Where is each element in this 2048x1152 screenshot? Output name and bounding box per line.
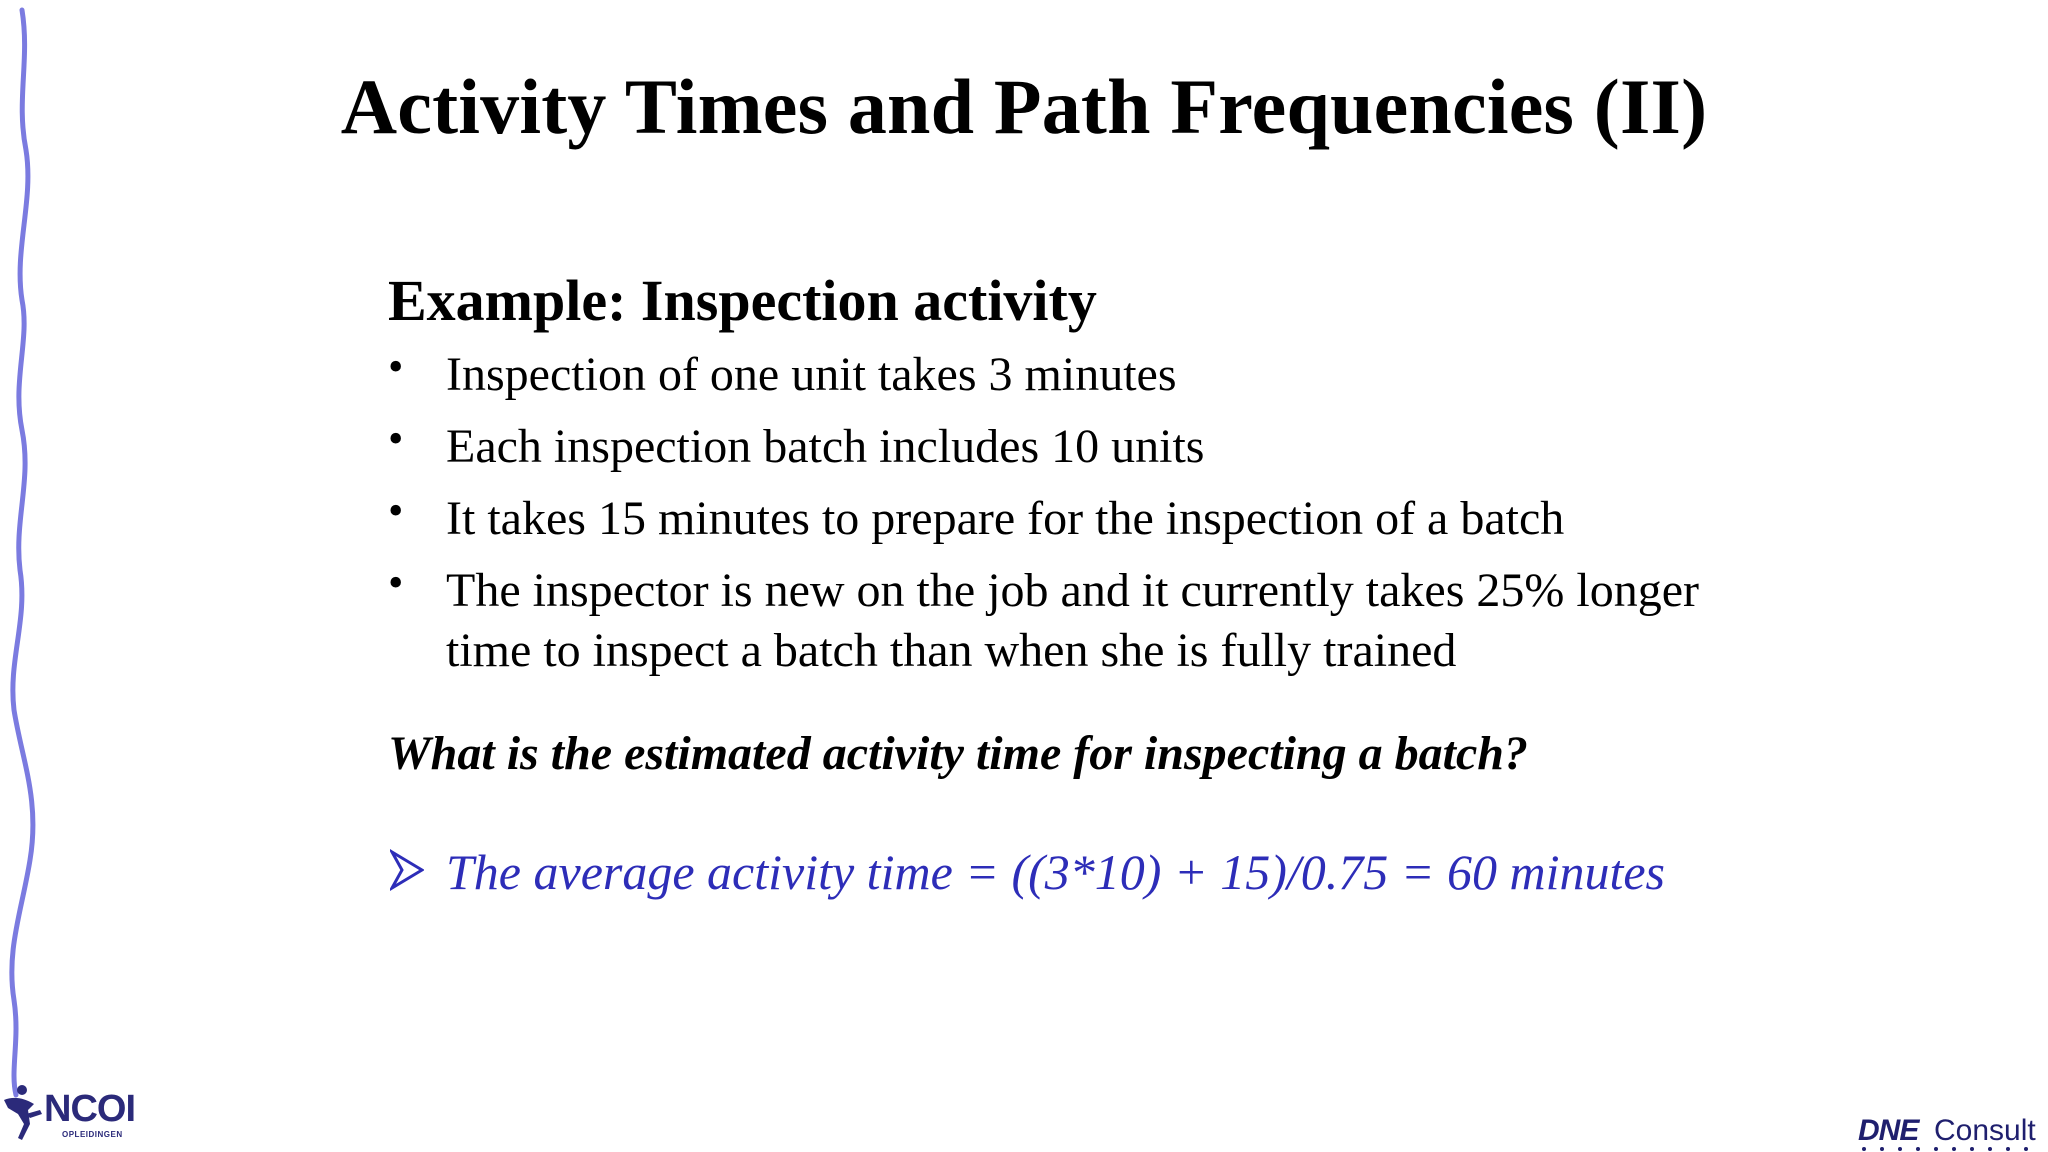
ncoi-logo-text: NCOI — [44, 1088, 135, 1130]
slide-title: Activity Times and Path Frequencies (II) — [340, 63, 1708, 150]
list-item — [388, 485, 1788, 549]
arrow-bullet-icon — [390, 848, 424, 892]
answer-line — [388, 842, 1788, 902]
bullet-list — [388, 341, 1788, 681]
dotted-underline-icon — [1860, 1146, 2040, 1152]
ncoi-figure-icon — [0, 1080, 48, 1150]
bullet-text: Each inspection batch includes 10 units — [446, 419, 1205, 473]
answer-text: The average activity time = ((3*10) + 15)/0.75 = 60 minutes — [446, 844, 1666, 901]
ncoi-logo — [0, 1080, 135, 1150]
bullet-icon: • — [388, 413, 404, 463]
bullet-text: The inspector is new on the job and it currently takes 25% longer time to inspect a batch than when she is fully trained — [446, 563, 1699, 677]
list-item — [388, 341, 1788, 405]
dne-logo-text: Consult — [1934, 1114, 2036, 1147]
bullet-icon: • — [388, 557, 404, 607]
slide-content — [388, 268, 1788, 902]
bullet-text: Inspection of one unit takes 3 minutes — [446, 347, 1177, 401]
question-text: What is the estimated activity time for inspecting a batch? — [388, 726, 1528, 780]
ncoi-logo-subtext: OPLEIDINGEN — [62, 1130, 123, 1139]
bullet-icon: • — [388, 341, 404, 391]
bullet-icon: • — [388, 485, 404, 535]
decorative-wavy-line — [0, 0, 70, 1100]
dne-consult-logo — [1858, 1112, 2048, 1152]
bullet-text: It takes 15 minutes to prepare for the inspection of a batch — [446, 491, 1565, 545]
example-heading: Example: Inspection activity — [388, 268, 1097, 333]
list-item — [388, 413, 1788, 477]
dne-logo-mark: DNE — [1858, 1114, 1919, 1147]
list-item — [388, 557, 1788, 681]
